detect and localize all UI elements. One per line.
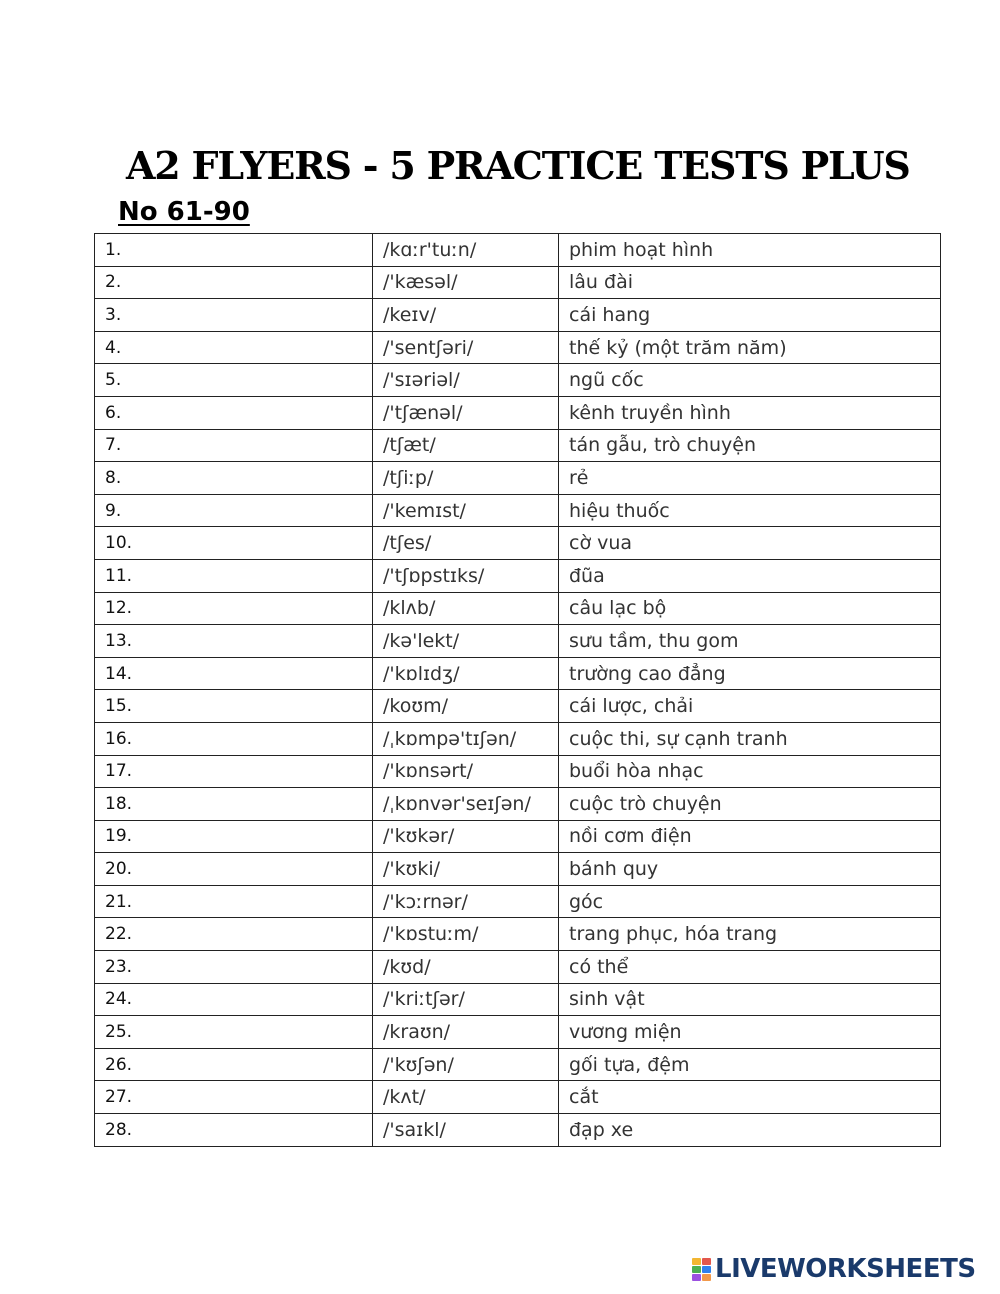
row-number: 18. (95, 788, 373, 821)
pronunciation-cell: /'kʊki/ (373, 853, 559, 886)
pronunciation-cell: /'saɪkl/ (373, 1114, 559, 1147)
pronunciation-cell: /'kemɪst/ (373, 494, 559, 527)
table-row (95, 299, 941, 332)
meaning-cell: đũa (559, 559, 941, 592)
table-row (95, 494, 941, 527)
table-row (95, 983, 941, 1016)
row-number: 28. (95, 1114, 373, 1147)
pronunciation-cell: /'kriːtʃər/ (373, 983, 559, 1016)
pronunciation-cell: /'kʊkər/ (373, 820, 559, 853)
pronunciation-cell: /'sɪəriəl/ (373, 364, 559, 397)
meaning-cell: trang phục, hóa trang (559, 918, 941, 951)
table-row (95, 853, 941, 886)
meaning-cell: tán gẫu, trò chuyện (559, 429, 941, 462)
row-number: 26. (95, 1048, 373, 1081)
pronunciation-cell: /kʊd/ (373, 951, 559, 984)
pronunciation-cell: /'kɒlɪdʒ/ (373, 657, 559, 690)
pronunciation-cell: /'kæsəl/ (373, 266, 559, 299)
row-number: 6. (95, 396, 373, 429)
table-row (95, 364, 941, 397)
pronunciation-cell: /koʊm/ (373, 690, 559, 723)
logo-block (702, 1258, 711, 1265)
vocabulary-table-body (95, 234, 941, 1147)
logo-block (702, 1266, 711, 1273)
row-number: 19. (95, 820, 373, 853)
row-number: 3. (95, 299, 373, 332)
row-number: 8. (95, 462, 373, 495)
table-row (95, 918, 941, 951)
table-row (95, 462, 941, 495)
row-number: 20. (95, 853, 373, 886)
row-number: 12. (95, 592, 373, 625)
pronunciation-cell: /tʃes/ (373, 527, 559, 560)
table-row (95, 592, 941, 625)
meaning-cell: cờ vua (559, 527, 941, 560)
pronunciation-cell: /'kɔːrnər/ (373, 885, 559, 918)
meaning-cell: cái lược, chải (559, 690, 941, 723)
meaning-cell: cuộc thi, sự cạnh tranh (559, 722, 941, 755)
table-row (95, 527, 941, 560)
meaning-cell: sinh vật (559, 983, 941, 1016)
meaning-cell: cắt (559, 1081, 941, 1114)
row-number: 7. (95, 429, 373, 462)
table-row (95, 722, 941, 755)
pronunciation-cell: /'tʃænəl/ (373, 396, 559, 429)
row-number: 27. (95, 1081, 373, 1114)
meaning-cell: cuộc trò chuyện (559, 788, 941, 821)
pronunciation-cell: /tʃiːp/ (373, 462, 559, 495)
pronunciation-cell: /keɪv/ (373, 299, 559, 332)
logo-block (692, 1266, 701, 1273)
logo-block (702, 1274, 711, 1281)
row-number: 23. (95, 951, 373, 984)
document-subtitle: No 61-90 (118, 197, 250, 227)
table-row (95, 820, 941, 853)
row-number: 4. (95, 331, 373, 364)
meaning-cell: góc (559, 885, 941, 918)
document-title: A2 FLYERS - 5 PRACTICE TESTS PLUS (126, 143, 910, 188)
liveworksheets-logo-icon (692, 1258, 711, 1281)
row-number: 5. (95, 364, 373, 397)
pronunciation-cell: /'kʊʃən/ (373, 1048, 559, 1081)
meaning-cell: đạp xe (559, 1114, 941, 1147)
meaning-cell: rẻ (559, 462, 941, 495)
meaning-cell: gối tựa, đệm (559, 1048, 941, 1081)
meaning-cell: lâu đài (559, 266, 941, 299)
row-number: 25. (95, 1016, 373, 1049)
meaning-cell: nồi cơm điện (559, 820, 941, 853)
meaning-cell: phim hoạt hình (559, 234, 941, 267)
row-number: 22. (95, 918, 373, 951)
row-number: 24. (95, 983, 373, 1016)
pronunciation-cell: /ˌkɒnvər'seɪʃən/ (373, 788, 559, 821)
logo-block (692, 1258, 701, 1265)
meaning-cell: trường cao đẳng (559, 657, 941, 690)
pronunciation-cell: /klʌb/ (373, 592, 559, 625)
row-number: 11. (95, 559, 373, 592)
table-row (95, 396, 941, 429)
table-row (95, 657, 941, 690)
meaning-cell: câu lạc bộ (559, 592, 941, 625)
pronunciation-cell: /'sentʃəri/ (373, 331, 559, 364)
table-row (95, 559, 941, 592)
meaning-cell: buổi hòa nhạc (559, 755, 941, 788)
logo-block (692, 1274, 701, 1281)
table-row (95, 1114, 941, 1147)
meaning-cell: ngũ cốc (559, 364, 941, 397)
table-row (95, 1081, 941, 1114)
row-number: 14. (95, 657, 373, 690)
meaning-cell: sưu tầm, thu gom (559, 625, 941, 658)
row-number: 9. (95, 494, 373, 527)
pronunciation-cell: /kʌt/ (373, 1081, 559, 1114)
pronunciation-cell: /kə'lekt/ (373, 625, 559, 658)
vocabulary-table (94, 233, 941, 1147)
row-number: 21. (95, 885, 373, 918)
table-row (95, 690, 941, 723)
row-number: 13. (95, 625, 373, 658)
meaning-cell: kênh truyền hình (559, 396, 941, 429)
table-row (95, 234, 941, 267)
table-row (95, 429, 941, 462)
table-row (95, 331, 941, 364)
table-row (95, 1048, 941, 1081)
pronunciation-cell: /ˌkɒmpə'tɪʃən/ (373, 722, 559, 755)
pronunciation-cell: /'kɒnsərt/ (373, 755, 559, 788)
table-row (95, 788, 941, 821)
pronunciation-cell: /kɑːr'tuːn/ (373, 234, 559, 267)
pronunciation-cell: /kraʊn/ (373, 1016, 559, 1049)
row-number: 1. (95, 234, 373, 267)
row-number: 15. (95, 690, 373, 723)
table-row (95, 1016, 941, 1049)
liveworksheets-brand (692, 1254, 976, 1284)
meaning-cell: thế kỷ (một trăm năm) (559, 331, 941, 364)
pronunciation-cell: /'tʃɒpstɪks/ (373, 559, 559, 592)
table-row (95, 885, 941, 918)
row-number: 17. (95, 755, 373, 788)
pronunciation-cell: /tʃæt/ (373, 429, 559, 462)
pronunciation-cell: /'kɒstuːm/ (373, 918, 559, 951)
meaning-cell: có thể (559, 951, 941, 984)
row-number: 10. (95, 527, 373, 560)
table-row (95, 951, 941, 984)
brand-text: LIVEWORKSHEETS (715, 1254, 976, 1284)
table-row (95, 266, 941, 299)
table-row (95, 625, 941, 658)
row-number: 2. (95, 266, 373, 299)
table-row (95, 755, 941, 788)
row-number: 16. (95, 722, 373, 755)
meaning-cell: vương miện (559, 1016, 941, 1049)
meaning-cell: hiệu thuốc (559, 494, 941, 527)
meaning-cell: bánh quy (559, 853, 941, 886)
meaning-cell: cái hang (559, 299, 941, 332)
